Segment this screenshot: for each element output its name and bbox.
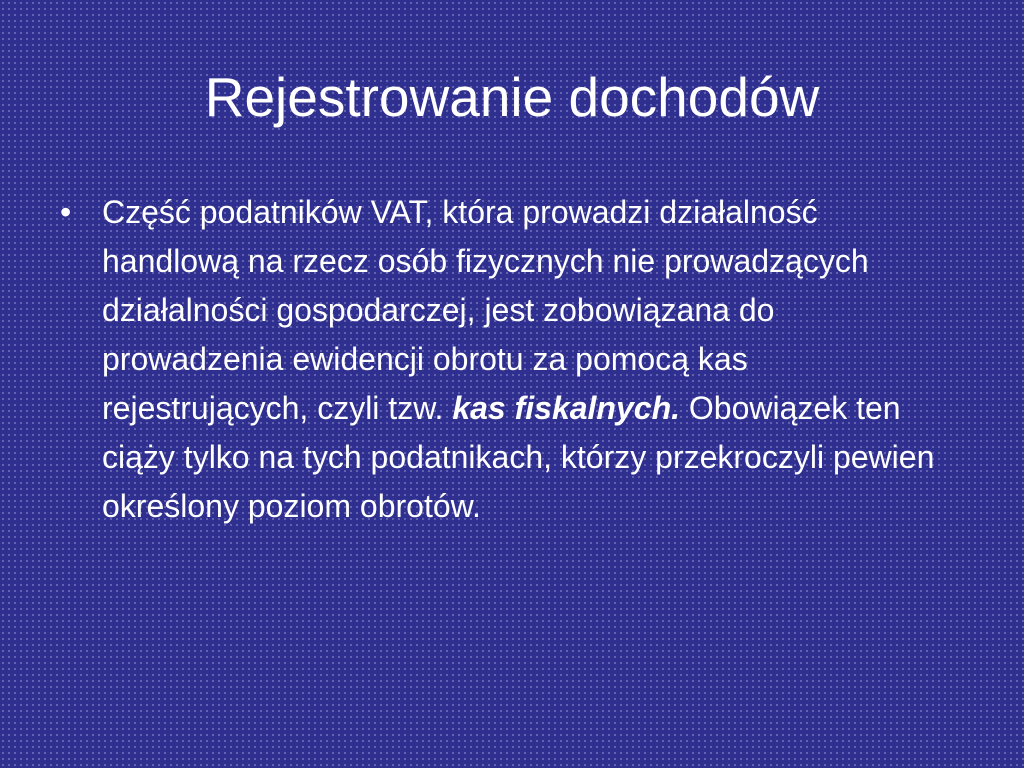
bullet-text-after: Obowiązek ten ciąży tylko na tych podatnikach, którzy przekroczyli pewien określony poziom obrotów.	[102, 390, 935, 524]
slide-body	[60, 188, 960, 531]
bullet-item	[60, 188, 960, 531]
bullet-emphasis: kas fiskalnych.	[452, 390, 680, 426]
bullet-marker: •	[60, 194, 72, 230]
bullet-text-before: Część podatników VAT, która prowadzi działalność handlową na rzecz osób fizycznych nie prowadzących działalności gospodarczej, jest zobowiązana do prowadzenia ewidencji obrotu za pomocą kas rejestrujących, czyli tzw.	[102, 194, 869, 426]
slide-title: Rejestrowanie dochodów	[204, 66, 820, 128]
